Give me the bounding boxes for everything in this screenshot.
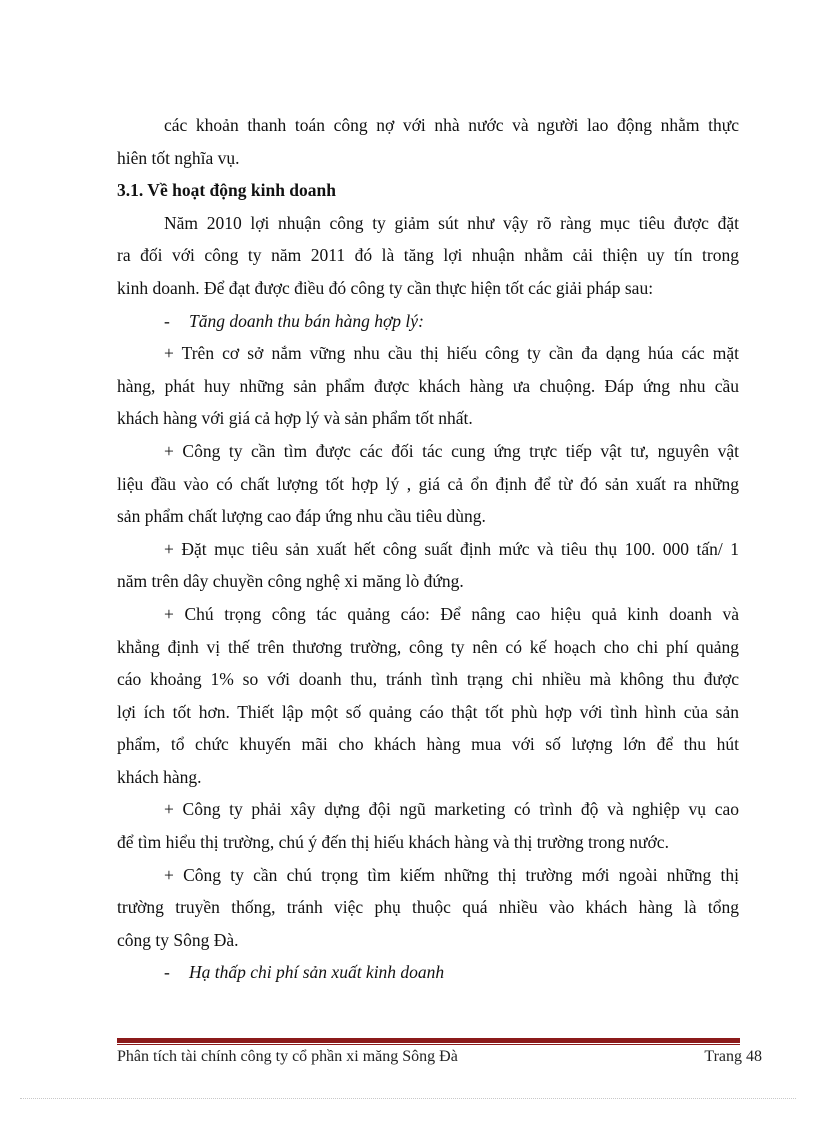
text-line: khách hàng với giá cả hợp lý và sản phẩm tốt nhất. bbox=[117, 408, 473, 429]
text-line: lợi ích tốt hơn. Thiết lập một số quảng cáo thật tốt phù hợp với tình hình của sản bbox=[117, 701, 739, 722]
text-line: + Công ty cần tìm được các đối tác cung ứng trực tiếp vật tư, nguyên vật bbox=[164, 440, 739, 461]
text-line: + Trên cơ sở nắm vững nhu cầu thị hiếu công ty cần đa dạng húa các mặt bbox=[164, 343, 739, 364]
paragraph bbox=[117, 435, 739, 533]
text-line: để tìm hiểu thị trường, chú ý đến thị hiếu khách hàng và thị trường trong nước. bbox=[117, 832, 669, 853]
text-line: hàng, phát huy những sản phẩm được khách hàng ưa chuộng. Đáp ứng nhu cầu bbox=[117, 375, 739, 396]
text-line: năm trên dây chuyền công nghệ xi măng lò đứng. bbox=[117, 571, 464, 592]
paragraph bbox=[117, 793, 739, 858]
text-line: liệu đầu vào có chất lượng tốt hợp lý , giá cả ổn định để từ đó sản xuất ra những bbox=[117, 473, 739, 494]
paragraph bbox=[117, 207, 739, 305]
text-line: + Đặt mục tiêu sản xuất hết công suất định mức và tiêu thụ 100. 000 tấn/ 1 bbox=[164, 538, 739, 559]
bullet-text: Hạ thấp chi phí sản xuất kinh doanh bbox=[189, 962, 445, 983]
page-number: Trang 48 bbox=[704, 1048, 762, 1065]
footer-divider bbox=[117, 1038, 740, 1043]
text-line: hiên tốt nghĩa vụ. bbox=[117, 147, 240, 168]
text-line: Năm 2010 lợi nhuận công ty giảm sút như vậy rõ ràng mục tiêu được đặt bbox=[164, 212, 739, 233]
paragraph bbox=[117, 533, 739, 598]
text-line: sản phẩm chất lượng cao đáp ứng nhu cầu tiêu dùng. bbox=[117, 506, 486, 527]
text-line: + Công ty phải xây dựng đội ngũ marketing có trình độ và nghiệp vụ cao bbox=[164, 799, 739, 820]
paragraph bbox=[117, 109, 739, 174]
text-line: phẩm, tổ chức khuyến mãi cho khách hàng mua với số lượng lớn để thu hút bbox=[117, 734, 739, 755]
document-body bbox=[117, 109, 739, 989]
bullet-item bbox=[117, 956, 739, 989]
section-heading: 3.1. Về hoạt động kinh doanh bbox=[117, 180, 336, 201]
bullet-marker: - bbox=[164, 310, 170, 331]
text-line: + Công ty cần chú trọng tìm kiếm những thị trường mới ngoài những thị bbox=[164, 864, 739, 885]
text-line: + Chú trọng công tác quảng cáo: Để nâng cao hiệu quả kinh doanh và bbox=[164, 603, 739, 624]
text-line: kinh doanh. Để đạt được điều đó công ty cần thực hiện tốt các giải pháp sau: bbox=[117, 277, 654, 298]
paragraph bbox=[117, 859, 739, 957]
text-line: công ty Sông Đà. bbox=[117, 929, 239, 950]
bullet-marker: - bbox=[164, 962, 170, 983]
text-line: trường truyền thống, tránh việc phụ thuộc quá nhiều vào khách hàng là tổng bbox=[117, 897, 739, 918]
text-line: các khoản thanh toán công nợ với nhà nước và người lao động nhằm thực bbox=[164, 115, 739, 135]
text-line: cáo khoảng 1% so với doanh thu, tránh tình trạng chi nhiều mà không thu được bbox=[117, 669, 739, 690]
text-line: khách hàng. bbox=[117, 766, 202, 787]
bullet-item bbox=[117, 305, 739, 338]
bullet-text: Tăng doanh thu bán hàng hợp lý: bbox=[189, 310, 424, 331]
paragraph bbox=[117, 337, 739, 435]
text-line: ra đối với công ty năm 2011 đó là tăng lợi nhuận nhằm cải thiện uy tín trong bbox=[117, 245, 739, 266]
page-bottom-border bbox=[20, 1098, 796, 1099]
footer-title: Phân tích tài chính công ty cổ phần xi măng Sông Đà bbox=[117, 1048, 458, 1065]
text-line: khẳng định vị thế trên thương trường, công ty nên có kế hoạch cho chi phí quảng bbox=[117, 636, 739, 657]
footer-divider-thin bbox=[117, 1044, 740, 1045]
paragraph bbox=[117, 598, 739, 794]
